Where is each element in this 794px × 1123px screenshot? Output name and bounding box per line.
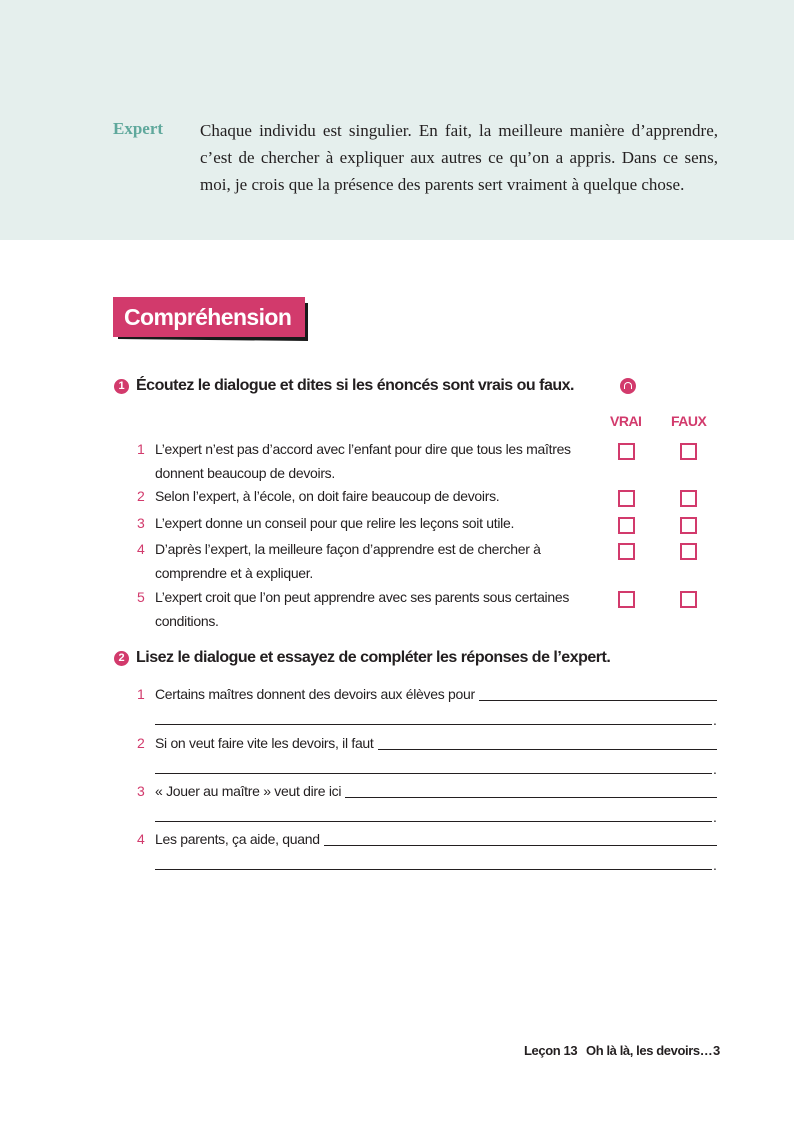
speaker-text: Chaque individu est singulier. En fait, la meilleure manière d’apprendre, c’est de chercher à expliquer aux autres ce qu’on a appris. Dans ce sens, moi, je crois que la présence des parents sert vraiment à quelque chose. [200,121,718,194]
statement-text: L’expert croit que l’on peut apprendre avec ses parents sous certaines conditions. [155,589,570,629]
question-instruction: Lisez le dialogue et essayez de compléter les réponses de l’expert. [136,649,611,666]
page-number: 3 [713,1043,720,1058]
col-faux: FAUX [671,413,707,429]
section-title: Compréhension [113,297,305,337]
statement-text: Selon l’expert, à l’école, on doit faire beaucoup de devoirs. [155,488,500,504]
prompt-text: Certains maîtres donnent des devoirs aux élèves pour [155,686,475,702]
footer-title: Oh là là, les devoirs… [586,1043,713,1058]
answer-line[interactable] [155,773,712,774]
checkbox-vrai[interactable] [618,490,635,507]
item-number: 4 [137,831,145,847]
question-1 [114,377,574,395]
prompt-text: Les parents, ça aide, quand [155,831,320,847]
item-number: 2 [137,488,145,504]
item-number: 3 [137,783,145,799]
statement-text: D’après l’expert, la meilleure façon d’apprendre est de chercher à comprendre et à expliquer. [155,541,541,581]
answer-line[interactable] [155,869,712,870]
statement-text: L’expert donne un conseil pour que relire les leçons soit utile. [155,515,515,531]
answer-line[interactable] [155,821,712,822]
footer-lesson: Leçon 13 [524,1043,578,1058]
answer-line[interactable] [479,700,717,701]
checkbox-vrai[interactable] [618,591,635,608]
prompt-text: Si on veut faire vite les devoirs, il faut [155,735,374,751]
answer-line[interactable] [155,724,712,725]
question-number: 2 [114,651,129,666]
answer-line[interactable] [324,845,717,846]
item-number: 5 [137,589,145,605]
audio-icon[interactable] [620,378,636,394]
statement-text: L’expert n’est pas d’accord avec l’enfant pour dire que tous les maîtres donnent beaucoup de devoirs. [155,441,571,481]
checkbox-faux[interactable] [680,443,697,460]
item-number: 1 [137,441,145,457]
speaker-label: Expert [113,119,164,138]
end-mark: . [713,712,717,728]
checkbox-vrai[interactable] [618,443,635,460]
item-number: 1 [137,686,145,702]
col-vrai: VRAI [610,413,642,429]
item-number: 4 [137,541,145,557]
answer-line[interactable] [345,797,717,798]
question-instruction: Écoutez le dialogue et dites si les énoncés sont vrais ou faux. [136,377,574,394]
question-number: 1 [114,379,129,394]
item-number: 3 [137,515,145,531]
question-2 [114,649,610,667]
item-number: 2 [137,735,145,751]
end-mark: . [713,857,717,873]
checkbox-vrai[interactable] [618,543,635,560]
end-mark: . [713,809,717,825]
end-mark: . [713,761,717,777]
prompt-text: « Jouer au maître » veut dire ici [155,783,342,799]
checkbox-faux[interactable] [680,490,697,507]
checkbox-vrai[interactable] [618,517,635,534]
checkbox-faux[interactable] [680,591,697,608]
answer-line[interactable] [378,749,717,750]
checkbox-faux[interactable] [680,517,697,534]
checkbox-faux[interactable] [680,543,697,560]
